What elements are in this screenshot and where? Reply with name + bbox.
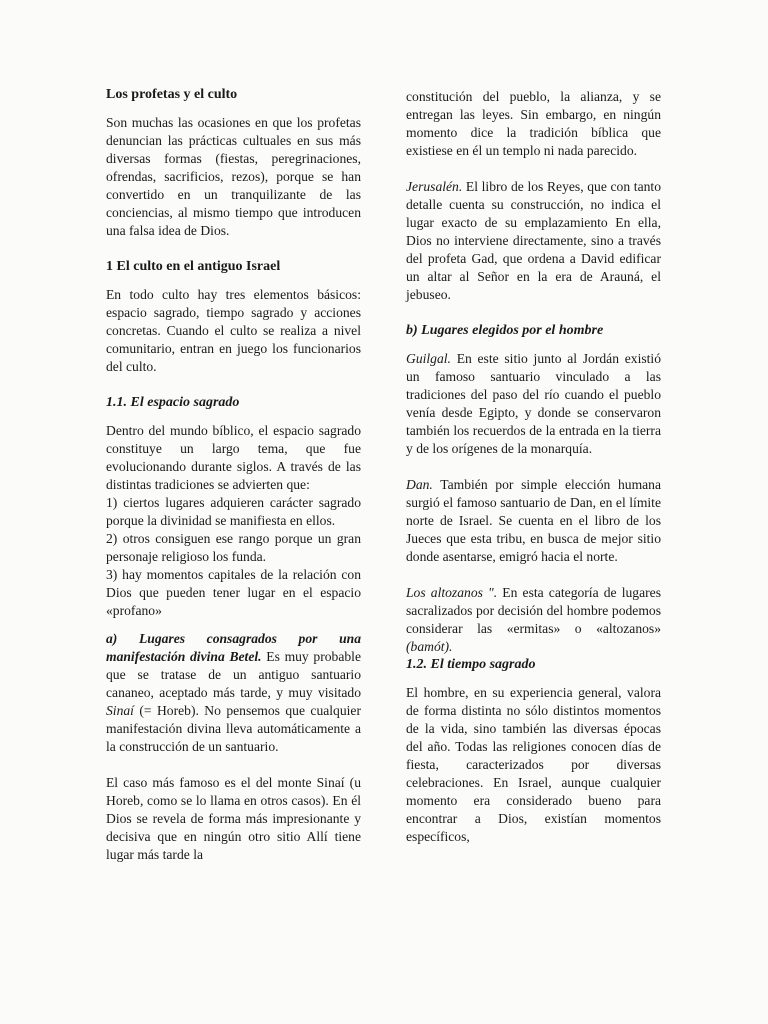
sinai-paragraph: El caso más famoso es el del monte Sinaí (u Horeb, como se lo llama en otros casos). En él Dios se revela de forma más impresionante y decisiva que en ningún otro sitio Allí tiene lugar más tarde la (106, 775, 361, 862)
dan-paragraph (406, 476, 661, 566)
subsection-a-heading: a) Lugares consagrados por una manifestación divina Betel. (106, 631, 361, 664)
section-1-1-paragraph: Dentro del mundo bíblico, el espacio sagrado constituye un largo tema, que fue evolucionando durante siglos. A través de las distintas tradiciones se advierten que: (106, 423, 361, 492)
dan-text: También por simple elección humana surgió el famoso santuario de Dan, en el límite norte de Israel. Se cuenta en el libro de los Jueces que esta tribu, en busca de mejor sitio donde asentarse, emigró hacia el norte. (406, 477, 662, 564)
betel-text-cont: (= Horeb). No pensemos que cualquier manifestación divina lleva automáticamente a la construcción de un santuario. (106, 703, 361, 754)
bamot-term: (bamót). (406, 639, 453, 654)
list-item-1: 1) ciertos lugares adquieren carácter sagrado porque la divinidad se manifiesta en ellos. (106, 495, 361, 528)
guilgal-text: En este sitio junto al Jordán existió un famoso santuario vinculado a las tradiciones del paso del río cuando el pueblo venía desde Egipto, y donde se conservaron también los recuerdos de la entrada en la tierra y de los orígenes de la monarquía. (406, 351, 661, 456)
guilgal-paragraph (406, 350, 661, 458)
jerusalen-paragraph (406, 178, 661, 304)
sinai-term: Sinaí (106, 703, 134, 718)
dan-label: Dan. (406, 477, 433, 492)
section-1-2-paragraph: El hombre, en su experiencia general, valora de forma distinta no sólo distintos momentos de la vida, sino también las diversas épocas del año. Todas las religiones conocen días de fiesta, caracterizados por diversas celebraciones. En Israel, aunque cualquier momento era considerado bueno para encontrar a Dios, existían momentos específicos, (406, 685, 661, 844)
document-title: Los profetas y el culto (106, 87, 238, 102)
section-1-heading: 1 El culto en el antiguo Israel (106, 259, 281, 274)
list-item-3: 3) hay momentos capitales de la relación con Dios que pueden tener lugar en el espacio «profano» (106, 567, 361, 618)
guilgal-label: Guilgal. (406, 351, 451, 366)
betel-paragraph (106, 630, 361, 756)
list-item-2: 2) otros consiguen ese rango porque un gran personaje religioso los funda. (106, 531, 361, 564)
betel-text: Es muy probable que se tratase de un antiguo santuario cananeo, aceptado más tarde, y muy visitado (106, 649, 361, 700)
altozanos-label: Los altozanos ". (406, 585, 498, 600)
continuation-paragraph: constitución del pueblo, la alianza, y se entregan las leyes. Sin embargo, en ningún momento dice la tradición bíblica que existiese en él un templo ni nada parecido. (406, 89, 661, 158)
altozanos-paragraph (406, 584, 661, 656)
section-1-1-heading: 1.1. El espacio sagrado (106, 395, 240, 410)
jerusalen-label: Jerusalén. (406, 179, 463, 194)
section-1-2-heading: 1.2. El tiempo sagrado (406, 657, 536, 672)
section-1-paragraph: En todo culto hay tres elementos básicos: espacio sagrado, tiempo sagrado y acciones concretas. Cuando el culto se realiza a nivel comunitario, entran en juego los funcionarios del culto. (106, 287, 361, 374)
right-column (406, 88, 661, 846)
jerusalen-text: El libro de los Reyes, que con tanto detalle cuenta su construcción, no indica el lugar exacto de su emplazamiento En ella, Dios no interviene directamente, sino a través del profeta Gad, que ordena a David edificar un altar al Señor en la era de Arauná, el jebuseo. (406, 179, 661, 302)
altozanos-text: En esta categoría de lugares sacralizados por decisión del hombre podemos considerar las «ermitas» o «altozanos» (406, 585, 661, 636)
subsection-b-heading: b) Lugares elegidos por el hombre (406, 323, 604, 338)
left-column (106, 86, 361, 864)
intro-paragraph: Son muchas las ocasiones en que los profetas denuncian las prácticas cultuales en sus más diversas formas (fiestas, peregrinaciones, ofrendas, sacrificios, rezos), porque se han convertido en un tranquilizante de las conciencias, al mismo tiempo que introducen una falsa idea de Dios. (106, 115, 361, 238)
